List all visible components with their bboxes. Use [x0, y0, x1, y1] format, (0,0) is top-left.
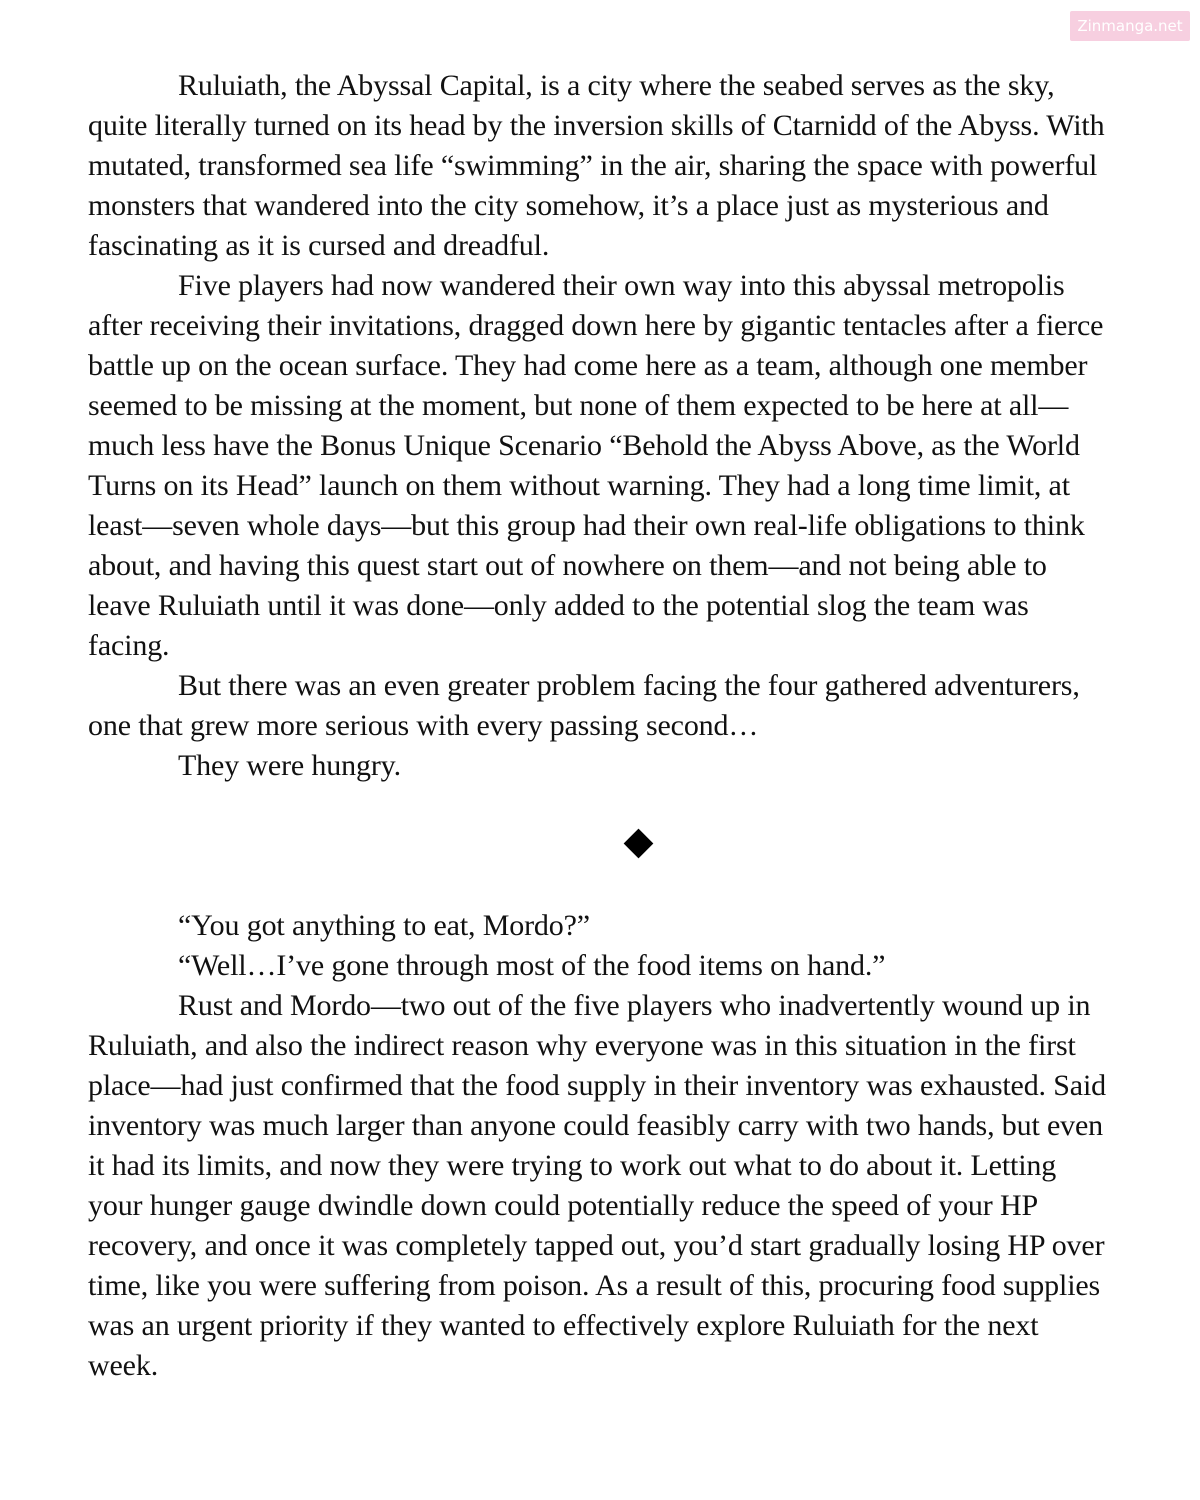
paragraph: Five players had now wandered their own way into this abyssal metropolis after receiving their invitations, dragged down here by gigantic tentacles after a fierce battle up on the ocean surface. They had come here as a team, although one member seemed to be missing at the moment, but none of them expected to be here at all—much less have the Bonus Unique Scenario “Behold the Abyss Above, as the World Turns on its Head” launch on them without warning. They had a long time limit, at least—seven whole days—but this group had their own real-life obligations to think about, and having this quest start out of nowhere on them—and not being able to leave Ruluiath until it was done—only added to the potential slog the team was facing. — [88, 269, 1104, 662]
section-two — [88, 906, 1112, 1386]
book-page — [88, 66, 1112, 1386]
paragraph: But there was an even greater problem facing the four gathered adventurers, one that grew more serious with every passing second… — [88, 669, 1080, 742]
diamond-divider-icon — [624, 829, 654, 859]
paragraph: Ruluiath, the Abyssal Capital, is a city where the seabed serves as the sky, quite literally turned on its head by the inversion skills of Ctarnidd of the Abyss. With mutated, transformed sea life “swimming” in the air, sharing the space with powerful monsters that wandered into the city somehow, it’s a place just as mysterious and fascinating as it is cursed and dreadful. — [88, 69, 1105, 262]
paragraph: “You got anything to eat, Mordo?” — [178, 909, 590, 942]
paragraph: They were hungry. — [178, 749, 401, 782]
paragraph: Rust and Mordo—two out of the five players who inadvertently wound up in Ruluiath, and also the indirect reason why everyone was in this situation in the first place—had just confirmed that the food supply in their inventory was exhausted. Said inventory was much larger than anyone could feasibly carry with two hands, but even it had its limits, and now they were trying to work out what to do about it. Letting your hunger gauge dwindle down could potentially reduce the speed of your HP recovery, and once it was completely tapped out, you’d start gradually losing HP over time, like you were suffering from poison. As a result of this, procuring food supplies was an urgent priority if they wanted to effectively explore Ruluiath for the next week. — [88, 989, 1106, 1382]
scene-break — [88, 786, 1112, 906]
paragraph: “Well…I’ve gone through most of the food items on hand.” — [178, 949, 886, 982]
section-one — [88, 66, 1112, 786]
site-watermark: Zinmanga.net — [1070, 11, 1190, 41]
